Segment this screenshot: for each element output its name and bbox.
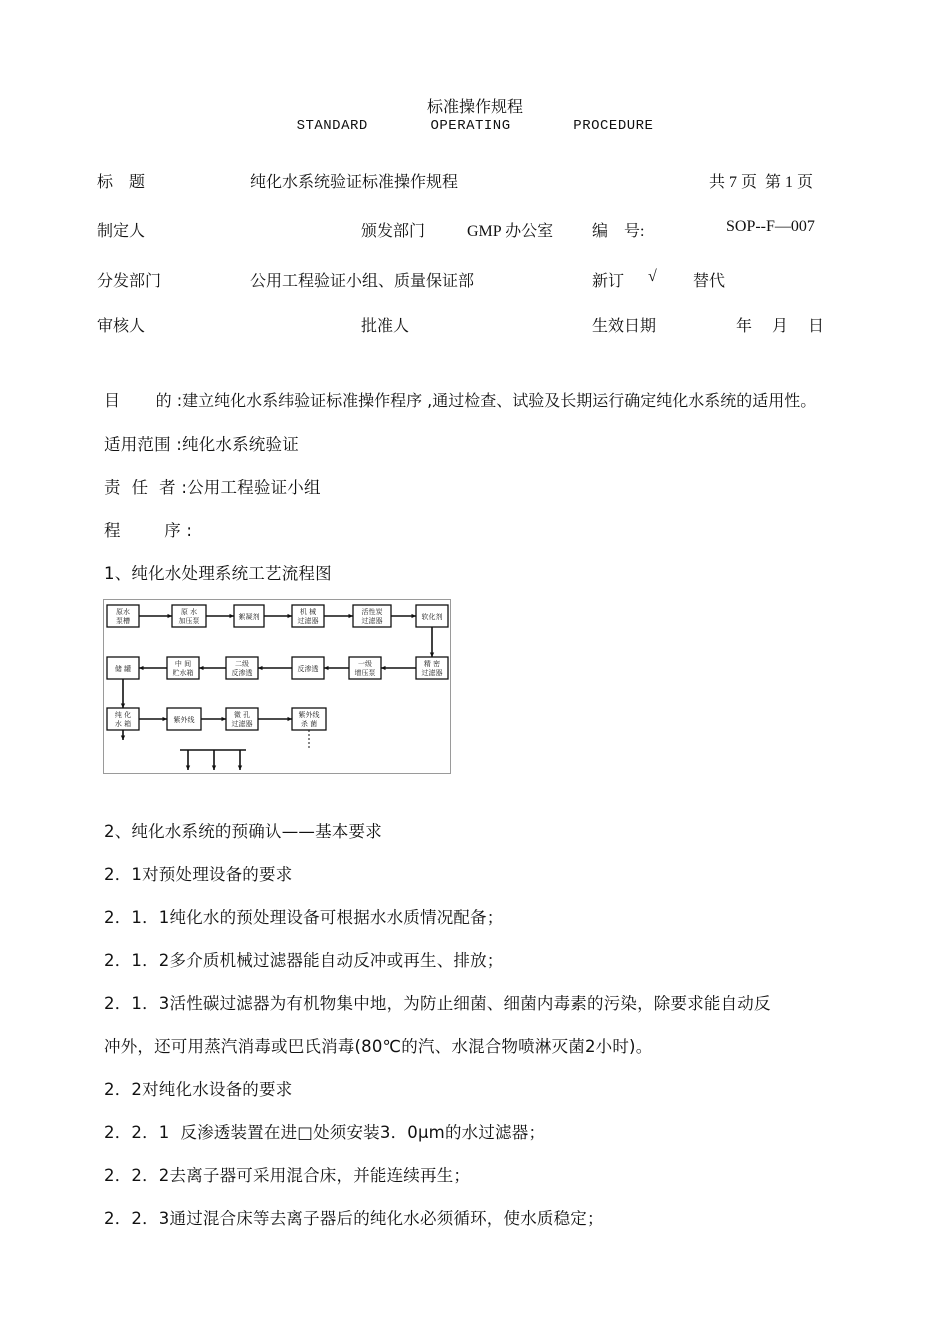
flow-arrow-head (121, 703, 125, 708)
flow-node-label: 紫外线 (173, 716, 195, 724)
check-mark: √ (648, 268, 657, 285)
flow-node-label: 过滤器 (421, 669, 443, 677)
flow-node-label: 反渗透 (297, 665, 319, 673)
section-2-2-1: 2．2．1 反渗透装置在进□处须安装3．0μm的水过滤器； (104, 1123, 546, 1142)
flow-node-label: 过滤器 (297, 617, 319, 625)
flow-node-label: 储 罐 (114, 665, 132, 673)
flow-arrow-head (381, 666, 386, 670)
flow-node-label: 一级 (358, 660, 372, 668)
section-2-heading: 2、纯化水系统的预确认——基本要求 (104, 822, 382, 841)
flow-node-label: 二级 (235, 660, 249, 668)
replace-label: 替代 (693, 273, 726, 290)
effective-date-label: 生效日期 (592, 318, 657, 335)
reviewer-label: 审核人 (97, 318, 146, 335)
flow-arrow-head (411, 614, 416, 618)
flow-node-label: 紫外线 (298, 711, 320, 719)
flow-node-label: 原水 (116, 608, 130, 616)
process-flowchart (103, 599, 451, 774)
flow-node-label: 絮凝剂 (238, 613, 260, 621)
flow-node-label: 原 水 (180, 608, 198, 616)
flow-outlet-arrow-head (186, 765, 190, 770)
section-2-1-3: 2．1．3活性碳过滤器为有机物集中地，为防止细菌、细菌内毒素的污染，除要求能自动反 (104, 994, 771, 1013)
flowchart-svg (104, 600, 450, 773)
flowchart-caption: 1、纯化水处理系统工艺流程图 (104, 564, 332, 583)
approver-label: 批准人 (361, 318, 410, 335)
flow-arrow-head (139, 666, 144, 670)
flow-node-label: 反渗透 (231, 669, 253, 677)
flow-node-label: 过滤器 (361, 617, 383, 625)
flow-arrow-head (324, 666, 329, 670)
effective-date-value: 年 月 日 (736, 318, 825, 335)
dist-dept-label: 分发部门 (97, 273, 162, 290)
issue-dept-label: 颁发部门 (361, 223, 426, 240)
title-label: 标 题 (97, 174, 146, 191)
section-2-2: 2．2对纯化水设备的要求 (104, 1080, 293, 1099)
new-label: 新订 (592, 273, 625, 290)
flow-node-label: 杀 菌 (300, 720, 318, 728)
flow-arrow-head (430, 652, 434, 657)
section-2-2-2: 2．2．2去离子器可采用混合床，并能连续再生； (104, 1166, 471, 1185)
flow-node-label: 中 间 (174, 660, 192, 668)
flow-arrow-head (199, 666, 204, 670)
doc-title-cn: 标准操作规程 (426, 99, 523, 116)
issue-dept-value: GMP 办公室 (467, 223, 554, 240)
flow-arrow-head (348, 614, 353, 618)
doc-number-label: 编 号: (592, 223, 645, 240)
section-2-1: 2．1对预处理设备的要求 (104, 865, 293, 884)
section-2-1-2: 2．1．2多介质机械过滤器能自动反冲或再生、排放； (104, 951, 504, 970)
flow-arrow-head (167, 614, 172, 618)
flow-arrow-head (162, 717, 167, 721)
author-label: 制定人 (97, 223, 146, 240)
purpose-line: 目 的 :建立纯化水系纬验证标准操作程序 ,通过检查、试验及长期运行确定纯化水系统的适用性。 (104, 391, 817, 410)
flow-node-label: 水 箱 (114, 720, 132, 728)
flow-node-label: 软化剂 (421, 613, 443, 621)
flow-node-label: 增压泵 (354, 669, 376, 677)
section-2-1-3-cont: 冲外，还可用蒸汽消毒或巴氏消毒(80℃的汽、水混合物喷淋灭菌2小时)。 (104, 1037, 653, 1056)
flow-node-label: 微 孔 (233, 711, 251, 719)
flow-node-label: 泵槽 (116, 617, 130, 625)
flow-outlet-arrow-head (212, 765, 216, 770)
responsible-line: 责 任 者 :公用工程验证小组 (104, 478, 321, 497)
flow-arrow-head (121, 735, 125, 740)
flow-arrow-head (221, 717, 226, 721)
scope-line: 适用范围 :纯化水系统验证 (104, 435, 299, 454)
flow-arrow-head (287, 717, 292, 721)
flow-arrow-head (229, 614, 234, 618)
doc-title-en: STANDARD OPERATING PROCEDURE (296, 118, 654, 134)
flow-node-label: 活性炭 (361, 608, 383, 616)
section-2-2-3: 2．2．3通过混合床等去离子器后的纯化水必须循环，使水质稳定； (104, 1209, 604, 1228)
flow-outlet-arrow-head (238, 765, 242, 770)
page-count: 共 7 页 第 1 页 (709, 174, 814, 191)
flow-arrow-head (258, 666, 263, 670)
flow-node-label: 纯 化 (114, 711, 132, 719)
doc-number-value: SOP--F—007 (726, 218, 815, 235)
flow-node-label: 加压泵 (178, 617, 200, 625)
dist-dept-value: 公用工程验证小组、质量保证部 (250, 273, 475, 290)
flow-node-label: 过滤器 (231, 720, 253, 728)
flow-node-label: 机 械 (299, 608, 317, 616)
title-value: 纯化水系统验证标准操作规程 (250, 174, 459, 191)
flow-node-label: 贮水箱 (172, 669, 194, 677)
procedure-line: 程 序 : (104, 521, 193, 540)
section-2-1-1: 2．1．1纯化水的预处理设备可根据水水质情况配备； (104, 908, 504, 927)
flow-arrow-head (287, 614, 292, 618)
flow-node-label: 精 密 (423, 660, 441, 668)
